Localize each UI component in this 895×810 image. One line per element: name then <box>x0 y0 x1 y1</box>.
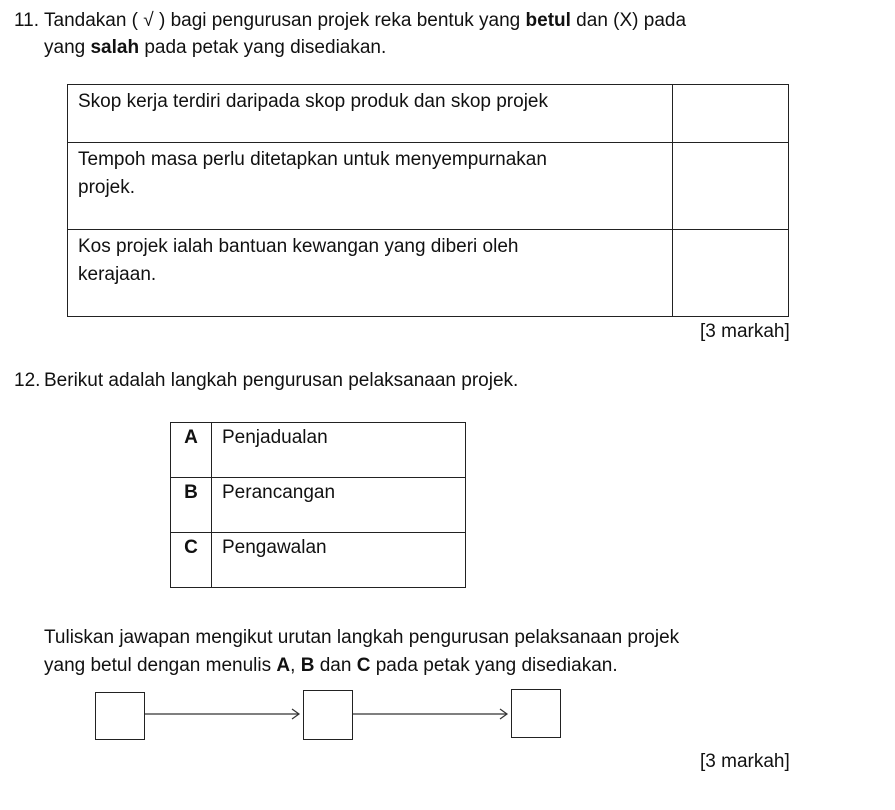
q11-instruction-text-b: dan (X) pada <box>570 10 687 31</box>
q11-marks: [3 markah] <box>700 321 790 342</box>
q11-instruction <box>44 10 686 32</box>
q12-instr-text-1: yang betul dengan menulis <box>44 655 277 676</box>
q12-step-letter-a: A <box>171 423 212 478</box>
q12-marks: [3 markah] <box>700 751 790 772</box>
q11-statement-table <box>67 84 789 317</box>
q12-step-label-c: Pengawalan <box>212 533 466 588</box>
q11-instruction-line2 <box>44 37 386 59</box>
q12-step-row-c <box>171 533 466 588</box>
q11-row-3 <box>68 230 789 317</box>
q11-statement-3-line1: Kos projek ialah bantuan kewangan yang diberi oleh <box>78 236 519 257</box>
q12-sequence-box-3[interactable] <box>511 689 561 738</box>
q11-row-1 <box>68 85 789 143</box>
q12-step-label-a: Penjadualan <box>212 423 466 478</box>
q11-statement-2-line1: Tempoh masa perlu ditetapkan untuk menyempurnakan <box>78 149 547 170</box>
q12-instruction-line2 <box>44 655 618 677</box>
q12-number: 12. <box>14 370 41 391</box>
q12-step-label-b: Perancangan <box>212 478 466 533</box>
q12-intro: Berikut adalah langkah pengurusan pelaksanaan projek. <box>44 370 519 391</box>
q11-line2-text-b: pada petak yang disediakan. <box>139 37 387 58</box>
q11-statement-3 <box>68 230 673 317</box>
q11-statement-1-line1: Skop kerja terdiri daripada skop produk dan skop projek <box>78 91 548 112</box>
q12-step-letter-b: B <box>171 478 212 533</box>
q11-statement-2 <box>68 143 673 230</box>
q12-instr-text-3: dan <box>314 655 357 676</box>
q11-answer-box-2[interactable] <box>673 143 789 230</box>
q12-instr-text-2: , <box>290 655 301 676</box>
q11-answer-box-1[interactable] <box>673 85 789 143</box>
q11-number: 11. <box>14 10 40 31</box>
q12-arrow-1-icon <box>145 706 303 722</box>
q11-instruction-bold-betul: betul <box>525 10 571 31</box>
q12-step-row-b <box>171 478 466 533</box>
q12-instr-bold-c: C <box>356 655 371 676</box>
q11-statement-3-line2: kerajaan. <box>78 264 157 285</box>
q12-steps-table <box>170 422 466 588</box>
q11-statement-1 <box>68 85 673 143</box>
q11-line2-text-a: yang <box>44 37 91 58</box>
q12-instr-text-4: pada petak yang disediakan. <box>370 655 618 676</box>
q12-sequence-box-1[interactable] <box>95 692 145 740</box>
q12-sequence-box-2[interactable] <box>303 690 353 740</box>
q12-step-letter-c: C <box>171 533 212 588</box>
q12-instr-bold-b: B <box>300 655 315 676</box>
q11-answer-box-3[interactable] <box>673 230 789 317</box>
q11-row-2 <box>68 143 789 230</box>
q11-line2-bold-salah: salah <box>90 37 140 58</box>
q11-statement-2-line2: projek. <box>78 177 136 198</box>
q12-arrow-2-icon <box>353 706 511 722</box>
q12-instruction-line1: Tuliskan jawapan mengikut urutan langkah pengurusan pelaksanaan projek <box>44 627 680 648</box>
q12-instr-bold-a: A <box>276 655 291 676</box>
q12-step-row-a <box>171 423 466 478</box>
q11-instruction-text-a: Tandakan ( √ ) bagi pengurusan projek reka bentuk yang <box>44 10 526 31</box>
